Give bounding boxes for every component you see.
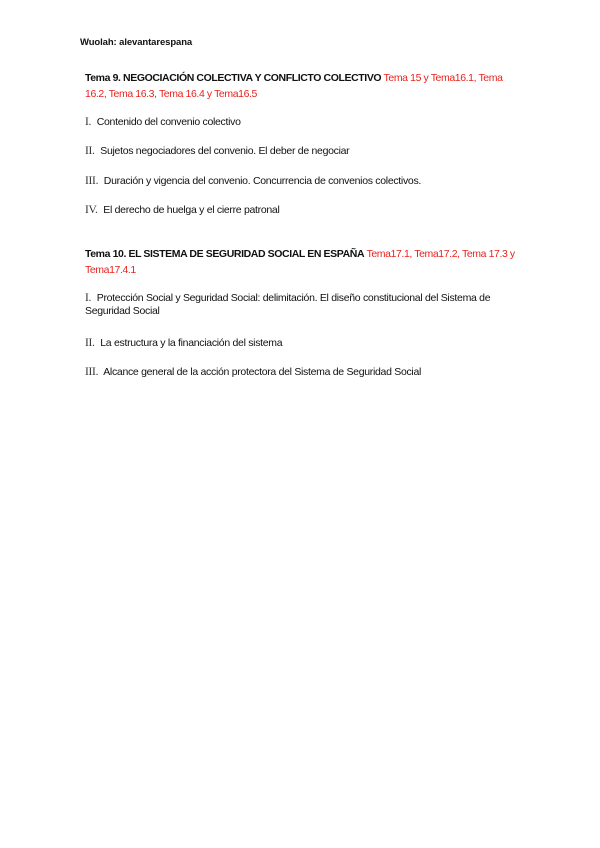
- list-item: [85, 175, 505, 188]
- item-number: II.: [85, 337, 95, 349]
- item-text: Duración y vigencia del convenio. Concurrencia de convenios colectivos.: [103, 175, 422, 187]
- item-text: Protección Social y Seguridad Social: delimitación. El diseño constitucional del Sistema de Seguridad Social: [85, 292, 491, 317]
- section-tema-10: [85, 246, 520, 278]
- item-text: Alcance general de la acción protectora del Sistema de Seguridad Social: [103, 366, 422, 378]
- item-number: II.: [85, 145, 95, 157]
- item-number: III.: [85, 366, 99, 378]
- section-references: Tema17.1, Tema17.2, Tema 17.3 y Tema17.4.1: [85, 248, 515, 276]
- document-header: Wuolah: alevantarespana: [80, 37, 193, 48]
- item-number: I.: [85, 292, 92, 304]
- list-item: [85, 337, 505, 350]
- section-title-text: Tema 10. EL SISTEMA DE SEGURIDAD SOCIAL EN ESPAÑA: [85, 248, 365, 260]
- list-item: [85, 204, 505, 217]
- item-text: Contenido del convenio colectivo: [96, 116, 241, 128]
- section-title-text: Tema 9. NEGOCIACIÓN COLECTIVA Y CONFLICTO COLECTIVO: [85, 72, 382, 84]
- list-item: [85, 145, 505, 158]
- item-number: III.: [85, 175, 99, 187]
- item-number: I.: [85, 116, 92, 128]
- section-title: [85, 70, 520, 102]
- section-tema-9: [85, 70, 520, 102]
- list-item: [85, 292, 505, 318]
- section-references: Tema 15 y Tema16.1, Tema 16.2, Tema 16.3, Tema 16.4 y Tema16.5: [85, 72, 503, 100]
- list-item: [85, 116, 505, 129]
- list-item: [85, 366, 505, 379]
- item-text: La estructura y la financiación del sistema: [100, 337, 283, 349]
- item-number: IV.: [85, 204, 98, 216]
- section-title: [85, 246, 520, 278]
- item-text: El derecho de huelga y el cierre patronal: [103, 204, 280, 216]
- item-text: Sujetos negociadores del convenio. El deber de negociar: [100, 145, 350, 157]
